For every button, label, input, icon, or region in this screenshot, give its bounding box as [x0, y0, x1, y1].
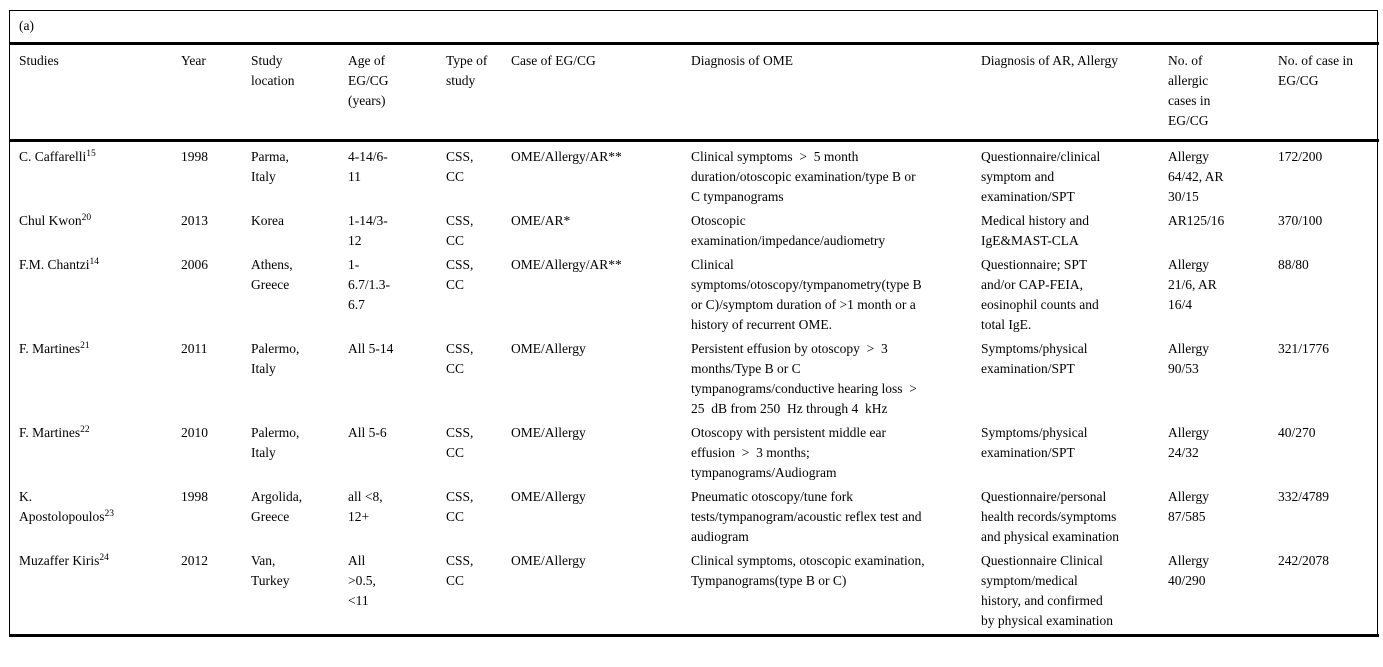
dx-ome-cell: Clinical symptoms/otoscopy/tympanometry(type B or C)/symptom duration of >1 month or a history of recurrent OME.	[691, 257, 925, 332]
header-row	[10, 44, 1379, 141]
study-name: F.M. Chantzi	[19, 257, 90, 272]
allergic-cases-cell: Allergy 21/6, AR 16/4	[1168, 257, 1221, 312]
study-name-cell	[10, 254, 181, 338]
study-name-cell	[10, 422, 181, 486]
case-cell: OME/Allergy	[511, 425, 586, 440]
dx-ome-cell: Persistent effusion by otoscopy > 3 months/Type B or C tympanograms/conductive hearing loss > 25 dB from 250 Hz through 4 kHz	[691, 341, 924, 416]
age-cell: all <8, 12+	[348, 489, 386, 524]
reference-number: 14	[89, 257, 100, 267]
location-cell: Palermo, Italy	[251, 425, 303, 460]
age-cell: All 5-14	[348, 341, 394, 356]
age-cell: All 5-6	[348, 425, 387, 440]
study-type-cell: CSS, CC	[446, 553, 477, 588]
study-type-cell: CSS, CC	[446, 257, 477, 292]
table-row	[10, 210, 1379, 254]
reference-number: 20	[81, 213, 92, 223]
study-name: K. Apostolopoulos	[19, 489, 105, 524]
location-cell: Parma, Italy	[251, 149, 293, 184]
table-row	[10, 550, 1379, 636]
col-header-cases: No. of case in EG/CG	[1278, 53, 1357, 88]
dx-ome-cell: Clinical symptoms, otoscopic examination, Tympanograms(type B or C)	[691, 553, 928, 588]
study-type-cell: CSS, CC	[446, 149, 477, 184]
reference-number: 24	[99, 553, 109, 563]
age-cell: 1-14/3-12	[348, 213, 388, 248]
dx-ome-cell: Otoscopic examination/impedance/audiometry	[691, 213, 886, 248]
table-row	[10, 338, 1379, 422]
location-cell: Korea	[251, 213, 284, 228]
location-cell: Palermo, Italy	[251, 341, 303, 376]
dx-ome-cell: Otoscopy with persistent middle ear effusion > 3 months; tympanograms/Audiogram	[691, 425, 890, 480]
year-cell: 2006	[181, 257, 208, 272]
dx-ome-cell: Clinical symptoms > 5 month duration/otoscopic examination/type B or C tympanograms	[691, 149, 919, 204]
col-header-studies: Studies	[19, 53, 59, 68]
cases-cell: 40/270	[1278, 425, 1316, 440]
year-cell: 1998	[181, 149, 208, 164]
col-header-year: Year	[181, 53, 206, 68]
study-type-cell: CSS, CC	[446, 213, 477, 248]
study-name: F. Martines	[19, 425, 81, 440]
year-cell: 2013	[181, 213, 208, 228]
year-cell: 1998	[181, 489, 208, 504]
study-name-cell	[10, 486, 181, 550]
table-row	[10, 422, 1379, 486]
dx-ar-cell: Questionnaire/personal health records/symptoms and physical examination	[981, 489, 1120, 544]
dx-ar-cell: Symptoms/physical examination/SPT	[981, 425, 1091, 460]
study-name: Chul Kwon	[19, 213, 82, 228]
cases-cell: 242/2078	[1278, 553, 1330, 568]
case-cell: OME/Allergy/AR**	[511, 257, 622, 272]
cases-cell: 370/100	[1278, 213, 1323, 228]
study-name-cell	[10, 210, 181, 254]
table-row	[10, 141, 1379, 211]
case-cell: OME/Allergy	[511, 489, 586, 504]
col-header-type: Type of study	[446, 53, 491, 88]
case-cell: OME/Allergy/AR**	[511, 149, 622, 164]
reference-number: 22	[80, 425, 90, 435]
allergic-cases-cell: Allergy 24/32	[1168, 425, 1213, 460]
col-header-case: Case of EG/CG	[511, 53, 596, 68]
table-row	[10, 254, 1379, 338]
reference-number: 15	[86, 149, 96, 159]
col-header-location: Study location	[251, 53, 295, 88]
study-name-cell	[10, 550, 181, 636]
col-header-dx-ar: Diagnosis of AR, Allergy	[981, 53, 1119, 68]
year-cell: 2010	[181, 425, 208, 440]
reference-number: 23	[104, 509, 115, 519]
allergic-cases-cell: Allergy 64/42, AR 30/15	[1168, 149, 1227, 204]
case-cell: OME/Allergy	[511, 341, 586, 356]
studies-table	[10, 42, 1379, 637]
allergic-cases-cell: Allergy 40/290	[1168, 553, 1213, 588]
location-cell: Van, Turkey	[251, 553, 290, 588]
allergic-cases-cell: AR125/16	[1168, 213, 1225, 228]
study-type-cell: CSS, CC	[446, 425, 477, 460]
dx-ar-cell: Questionnaire Clinical symptom/medical history, and confirmed by physical examination	[981, 553, 1113, 628]
location-cell: Argolida, Greece	[251, 489, 306, 524]
dx-ar-cell: Symptoms/physical examination/SPT	[981, 341, 1091, 376]
cases-cell: 321/1776	[1278, 341, 1330, 356]
location-cell: Athens, Greece	[251, 257, 296, 292]
age-cell: All >0.5, <11	[348, 553, 380, 608]
case-cell: OME/AR*	[511, 213, 571, 228]
study-name: Muzaffer Kiris	[19, 553, 100, 568]
allergic-cases-cell: Allergy 90/53	[1168, 341, 1213, 376]
study-type-cell: CSS, CC	[446, 341, 477, 376]
age-cell: 1-6.7/1.3-6.7	[348, 257, 390, 312]
study-type-cell: CSS, CC	[446, 489, 477, 524]
cases-cell: 88/80	[1278, 257, 1309, 272]
table-frame	[9, 10, 1378, 637]
study-name: F. Martines	[19, 341, 81, 356]
allergic-cases-cell: Allergy 87/585	[1168, 489, 1213, 524]
cases-cell: 332/4789	[1278, 489, 1330, 504]
dx-ar-cell: Questionnaire/clinical symptom and examination/SPT	[981, 149, 1104, 204]
year-cell: 2011	[181, 341, 208, 356]
study-name-cell	[10, 141, 181, 211]
dx-ar-cell: Medical history and IgE&MAST-CLA	[981, 213, 1093, 248]
col-header-allergic-cases: No. of allergic cases in EG/CG	[1168, 53, 1214, 128]
dx-ome-cell: Pneumatic otoscopy/tune fork tests/tympanogram/acoustic reflex test and audiogram	[691, 489, 925, 544]
dx-ar-cell: Questionnaire; SPT and/or CAP-FEIA, eosinophil counts and total IgE.	[981, 257, 1103, 332]
table-row	[10, 486, 1379, 550]
cases-cell: 172/200	[1278, 149, 1323, 164]
year-cell: 2012	[181, 553, 208, 568]
study-name: C. Caffarelli	[19, 149, 87, 164]
age-cell: 4-14/6-11	[348, 149, 388, 184]
col-header-age: Age of EG/CG (years)	[348, 53, 392, 108]
panel-label: (a)	[19, 18, 34, 33]
study-name-cell	[10, 338, 181, 422]
case-cell: OME/Allergy	[511, 553, 586, 568]
reference-number: 21	[80, 341, 90, 351]
col-header-dx-ome: Diagnosis of OME	[691, 53, 793, 68]
